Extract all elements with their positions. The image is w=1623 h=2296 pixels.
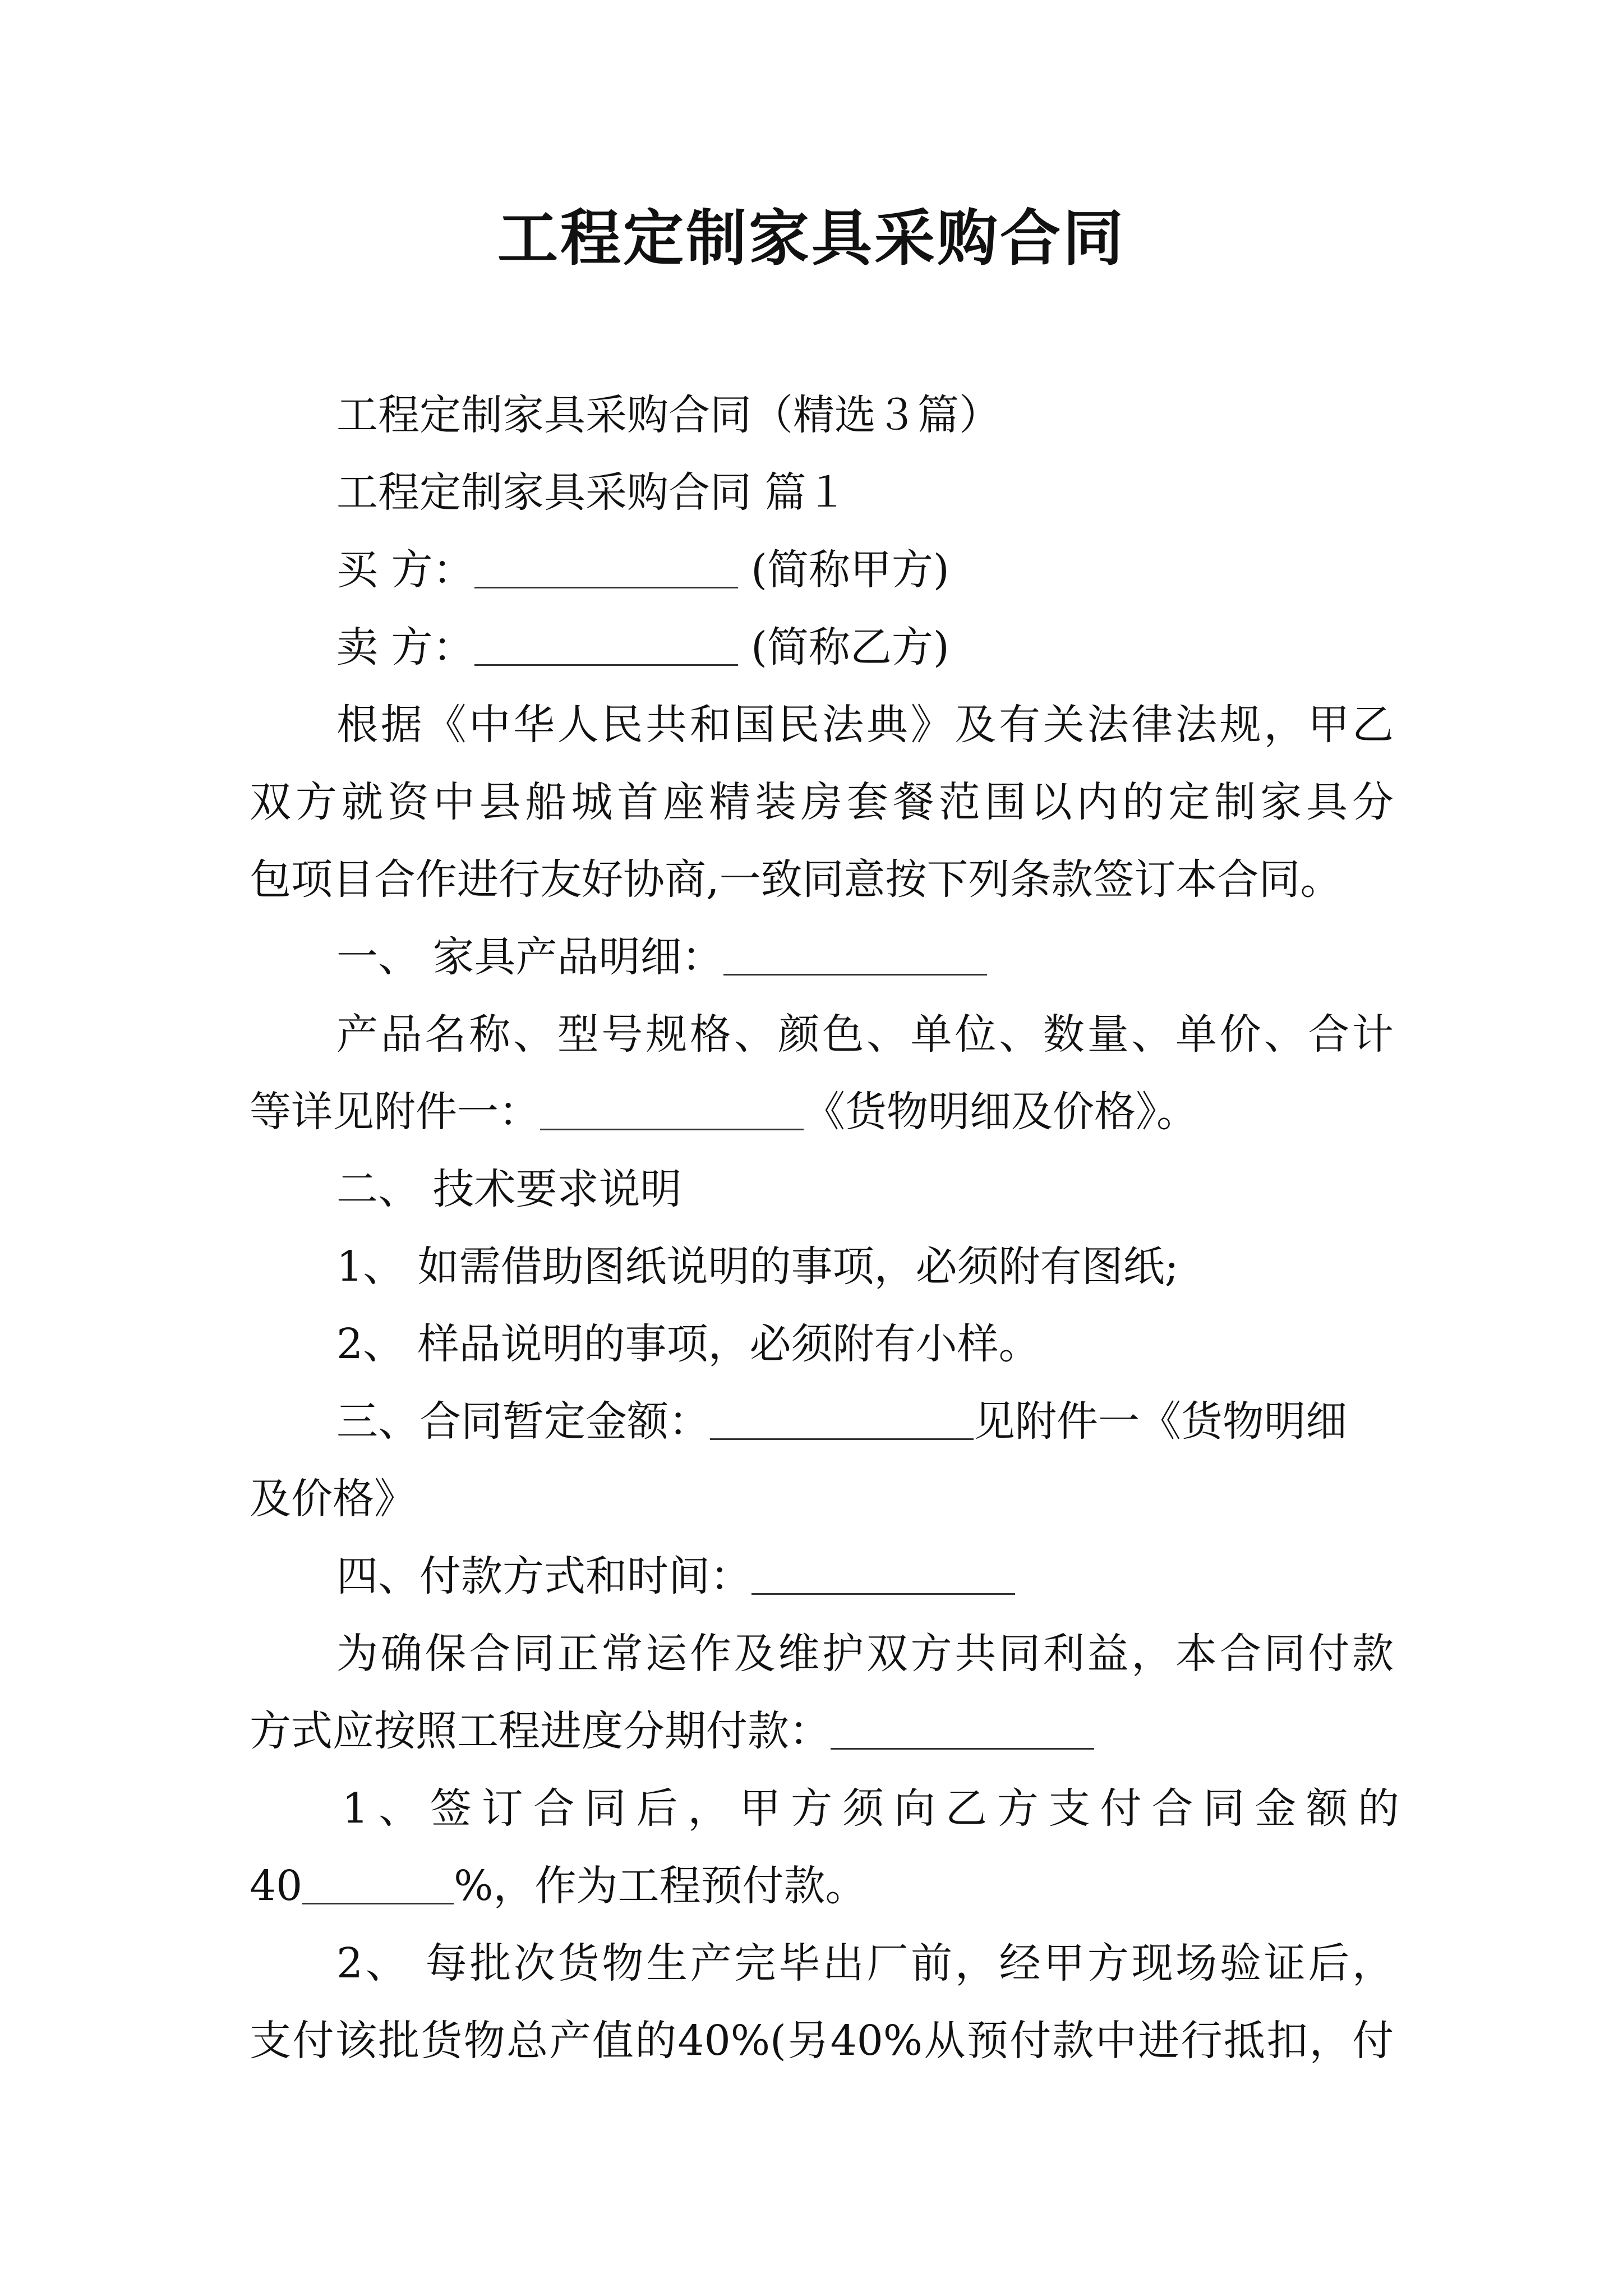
section4-heading-line (336, 1548, 1394, 1604)
section1-line-2-post: 《货物明细及价格》。 (804, 1088, 1198, 1136)
payment-item-2-line-2: 支付该批货物总产值的40%(另40%从预付款中进行抵扣，付 (250, 2017, 1394, 2065)
section1-blank (723, 938, 987, 976)
buyer-line (336, 542, 1394, 598)
buyer-label: 买 方： (336, 546, 474, 594)
section3-cont: 及价格》 (250, 1475, 416, 1523)
intro-line-1: 根据《中华人民共和国民法典》及有关法律法规，甲乙 (336, 701, 1394, 749)
section1-line-2 (250, 1084, 1394, 1140)
section3-line (336, 1393, 1394, 1450)
contract-amount-blank (710, 1402, 974, 1440)
seller-label: 卖 方： (336, 623, 474, 671)
section1-heading-line (336, 929, 1394, 985)
section1-line-1: 产品名称、型号规格、颜色、单位、数量、单价、合计 (336, 1010, 1394, 1059)
payment-item-1-pre: 40 (250, 1862, 303, 1910)
section1-heading: 一、 家具产品明细： (336, 933, 723, 981)
document-title: 工程定制家具采购合同 (497, 203, 1126, 274)
payment-item-2-line-1: 2、 每批次货物生产完毕出厂前，经甲方现场验证后， (336, 1939, 1394, 1987)
section2-heading: 二、 技术要求说明 (336, 1165, 682, 1213)
payment-item-1-post: %，作为工程预付款。 (454, 1862, 867, 1910)
document-subtitle: 工程定制家具采购合同（精选３篇） (336, 391, 1000, 439)
section2-item-1: 1、 如需借助图纸说明的事项，必须附有图纸; (336, 1243, 1179, 1291)
section4-para-line-2 (250, 1703, 1394, 1759)
section4-heading: 四、付款方式和时间： (336, 1552, 751, 1600)
attachment-blank (540, 1093, 804, 1130)
section3-pre: 三、合同暂定金额： (336, 1397, 710, 1446)
payment-item-1-line-2 (250, 1858, 1394, 1914)
section2-item-2: 2、 样品说明的事项，必须附有小样。 (336, 1320, 1040, 1368)
buyer-blank (474, 551, 738, 588)
section4-para-line-1: 为确保合同正常运作及维护双方共同利益，本合同付款 (336, 1630, 1394, 1678)
prepayment-percent-blank (302, 1867, 454, 1904)
section4-para-line-2-text: 方式应按照工程进度分期付款： (250, 1707, 831, 1755)
payment-method-blank (751, 1557, 1015, 1595)
section3-post: 见附件一《货物明细 (974, 1397, 1347, 1446)
buyer-note: (简称甲方) (751, 546, 949, 594)
seller-line (336, 619, 1394, 675)
intro-line-2: 双方就资中县船城首座精装房套餐范围以内的定制家具分 (250, 778, 1394, 826)
seller-note: (简称乙方) (751, 623, 949, 671)
payment-item-1-line-1: 1、签订合同后，甲方须向乙方支付合同金额的 (342, 1784, 1399, 1833)
installment-blank (831, 1712, 1094, 1750)
section1-line-2-pre: 等详见附件一： (250, 1088, 540, 1136)
intro-line-3: 包项目合作进行友好协商,一致同意按下列条款签订本合同。 (250, 855, 1342, 904)
seller-blank (474, 628, 738, 666)
part-heading: 工程定制家具采购合同 篇１ (336, 468, 848, 517)
